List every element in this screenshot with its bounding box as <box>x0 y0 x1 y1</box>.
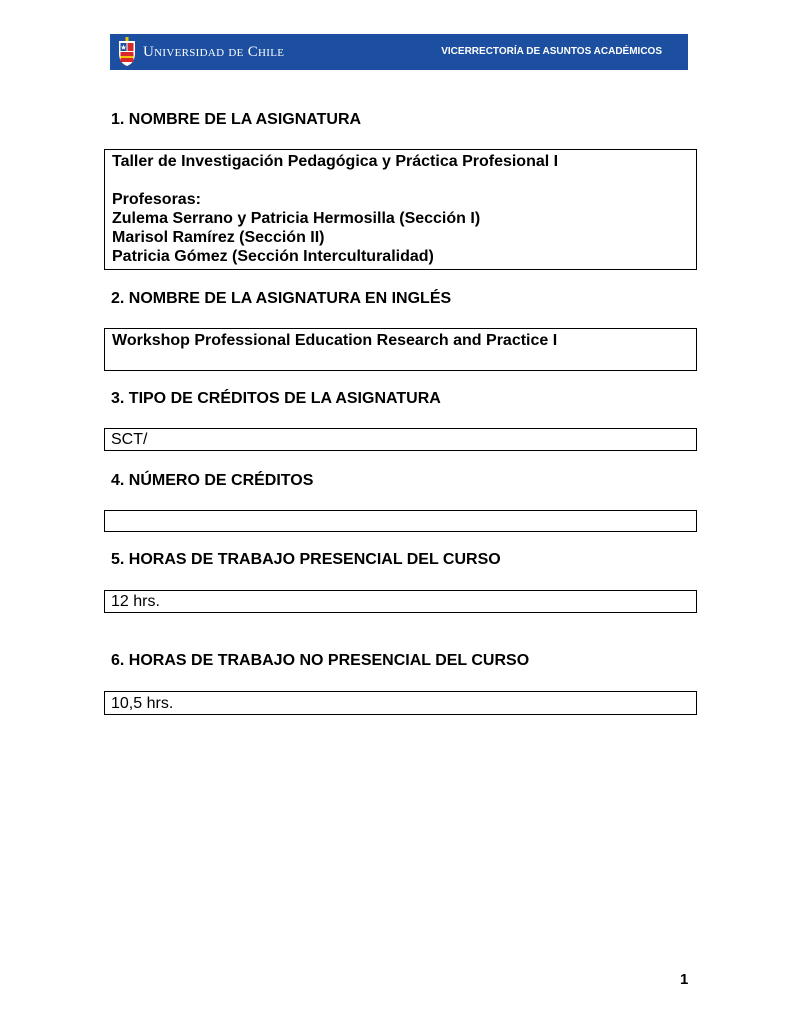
section-6-title: 6. HORAS DE TRABAJO NO PRESENCIAL DEL CURSO <box>111 652 530 669</box>
page-number: 1 <box>680 971 689 988</box>
course-name: Taller de Investigación Pedagógica y Práctica Profesional I <box>112 153 559 170</box>
vicerrectoria-name: VICERRECTORÍA DE ASUNTOS ACADÉMICOS <box>441 46 662 57</box>
english-name-box <box>104 328 697 371</box>
section-5-title: 5. HORAS DE TRABAJO PRESENCIAL DEL CURSO <box>111 551 501 568</box>
professor-line-1: Zulema Serrano y Patricia Hermosilla (Sección I) <box>112 210 481 227</box>
credit-type-box <box>104 428 697 451</box>
section-1-title: 1. NOMBRE DE LA ASIGNATURA <box>111 111 362 128</box>
course-name-box <box>104 149 697 270</box>
professor-line-3: Patricia Gómez (Sección Interculturalidad) <box>112 248 434 265</box>
section-4-title: 4. NÚMERO DE CRÉDITOS <box>111 472 314 489</box>
professor-line-2: Marisol Ramírez (Sección II) <box>112 229 325 246</box>
non-presential-hours-value: 10,5 hrs. <box>111 695 174 712</box>
header-banner <box>110 34 688 70</box>
university-name: Universidad de Chile <box>143 43 285 60</box>
presential-hours-box <box>104 590 697 613</box>
presential-hours-value: 12 hrs. <box>111 593 160 610</box>
section-3-title: 3. TIPO DE CRÉDITOS DE LA ASIGNATURA <box>111 390 441 407</box>
english-course-name: Workshop Professional Education Research and Practice I <box>112 332 558 349</box>
university-crest-icon <box>117 37 137 67</box>
professors-label: Profesoras: <box>112 191 201 208</box>
spacer-line <box>112 171 696 190</box>
credit-count-box <box>104 510 697 532</box>
non-presential-hours-box <box>104 691 697 715</box>
credit-type-value: SCT/ <box>111 431 148 448</box>
section-2-title: 2. NOMBRE DE LA ASIGNATURA EN INGLÉS <box>111 290 452 307</box>
